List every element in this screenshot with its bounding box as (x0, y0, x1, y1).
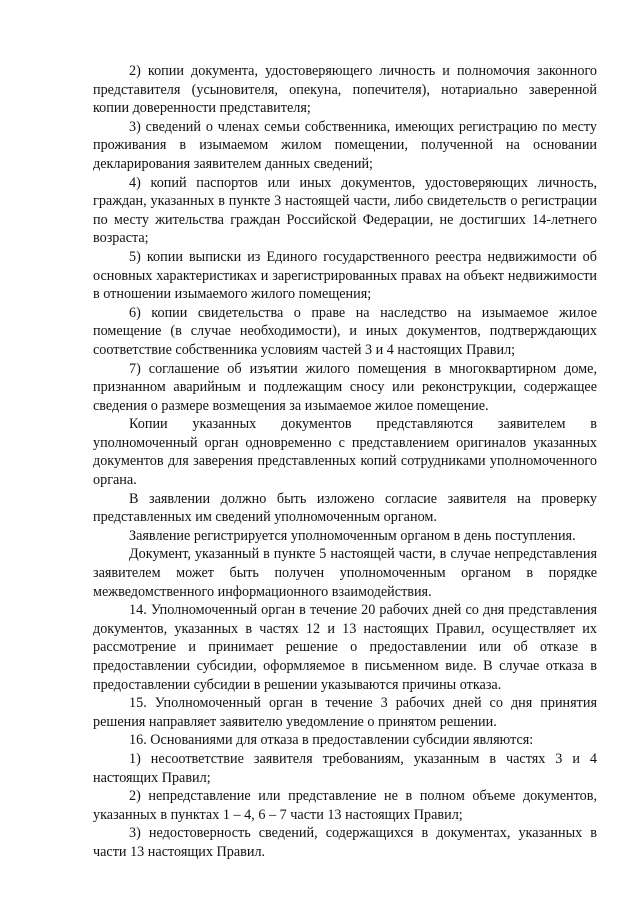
document-page (93, 62, 597, 862)
paragraph-interagency-request: Документ, указанный в пункте 5 настоящей части, в случае непредставления заявителем может быть получен уполномоченным органом в порядке межведомственного информационного взаимодействия. (93, 546, 597, 600)
paragraph-section-16: 16. Основаниями для отказа в предоставлении субсидии являются: (129, 732, 534, 749)
paragraph-item-6-inheritance-certificate: 6) копии свидетельства о праве на наследство на изымаемое жилое помещение (в случае необходимости), и иных документов, подтверждающих соответствие собственника условиям частей 3 и 4 настоящих Правил; (93, 304, 597, 358)
paragraph-item-7-seizure-agreement: 7) соглашение об изъятии жилого помещения в многоквартирном доме, признанном аварийным и подлежащим сносу или реконструкции, содержащее сведения о размере возмещения за изымаемое жилое помещение. (93, 360, 597, 414)
paragraph-item-3-family-members: 3) сведений о членах семьи собственника, имеющих регистрацию по месту проживания в изымаемом жилом помещении, полученной на основании декларирования заявителем данных сведений; (93, 118, 597, 172)
paragraph-item-4-identity-documents: 4) копий паспортов или иных документов, удостоверяющих личность, граждан, указанных в пункте 3 настоящей части, либо свидетельств о регистрации по месту жительства граждан Российской Федерации, не достигших 14-летнего возраста; (93, 174, 597, 247)
paragraph-item-5-registry-extract: 5) копии выписки из Единого государственного реестра недвижимости об основных характеристиках и зарегистрированных правах на объект недвижимости в отношении изымаемого жилого помещения; (93, 248, 597, 303)
paragraph-copies-submission: Копии указанных документов представляются заявителем в уполномоченный орган одновременно с представлением оригиналов указанных документов для заверения представленных копий сотрудниками уполномоченного органа. (93, 416, 597, 489)
paragraph-item-2-passport-copy: 2) копии документа, удостоверяющего личность и полномочия законного представителя (усыновителя, опекуна, попечителя), нотариально заверенной копии доверенности представителя; (93, 63, 597, 117)
paragraph-application-registration: Заявление регистрируется уполномоченным органом в день поступления. (129, 527, 576, 544)
paragraph-section-15: 15. Уполномоченный орган в течение 3 рабочих дней со дня принятия решения направляет заявителю уведомление о принятом решении. (93, 695, 597, 730)
paragraph-refusal-reason-2: 2) непредставление или представление не в полном объеме документов, указанных в пунктах 1 – 4, 6 – 7 части 13 настоящих Правил; (93, 788, 597, 823)
paragraph-section-14: 14. Уполномоченный орган в течение 20 рабочих дней со дня представления документов, указанных в частях 12 и 13 настоящих Правил, осуществляет их рассмотрение и принимает решение о предоставлении или об отказе в предоставлении субсидии, оформляемое в письменном виде. В случае отказа в предоставлении субсидии в решении указываются причины отказа. (93, 602, 597, 693)
paragraph-refusal-reason-1: 1) несоответствие заявителя требованиям, указанным в частях 3 и 4 настоящих Правил; (93, 750, 597, 786)
paragraph-applicant-consent: В заявлении должно быть изложено согласие заявителя на проверку представленных им сведений уполномоченным органом. (93, 490, 597, 526)
paragraph-refusal-reason-3: 3) недостоверность сведений, содержащихся в документах, указанных в части 13 настоящих Правил. (93, 825, 597, 860)
